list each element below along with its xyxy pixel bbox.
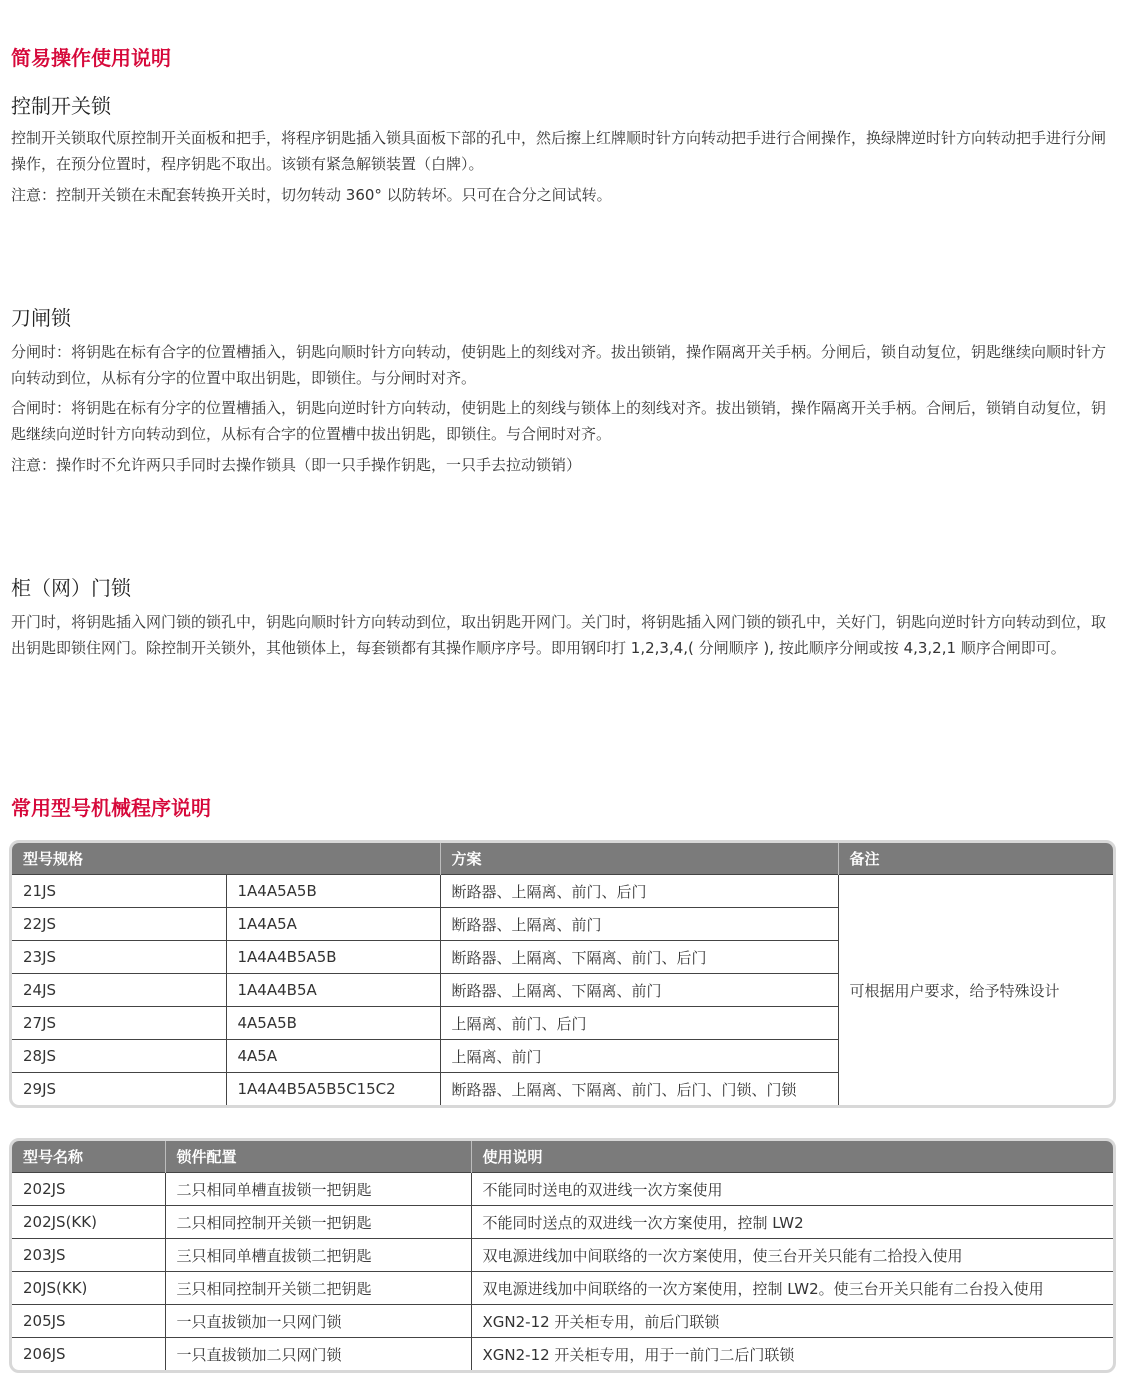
section-title-models: 常用型号机械程序说明	[11, 796, 211, 820]
heading-door-lock: 柜（网）门锁	[11, 576, 131, 600]
cell-model: 27JS	[12, 1007, 226, 1040]
table-row	[12, 1239, 1113, 1272]
table-row	[12, 1206, 1113, 1239]
cell-model-name: 206JS	[12, 1338, 165, 1371]
model-usage-table-body	[12, 1173, 1113, 1371]
cell-code: 1A4A4B5A5B	[226, 941, 440, 974]
control-lock-note: 注意：控制开关锁在未配套转换开关时，切勿转动 360° 以防转坏。只可在合分之间试转。	[11, 186, 612, 204]
cell-model: 23JS	[12, 941, 226, 974]
door-lock-desc: 开门时，将钥匙插入网门锁的锁孔中，钥匙向顺时针方向转动到位，取出钥匙开网门。关门时，将钥匙插入网门锁的锁孔中，关好门，钥匙向逆时针方向转动到位，取出钥匙即锁住网门。除控制开关锁外，其他锁体上，每套锁都有其操作顺序序号。即用钢印打 1,2,3,4,( 分闸顺序 ), 按此顺序分闸或按 4,3,2,1 顺序合闸即可。	[11, 613, 1107, 657]
header-model-name: 型号名称	[12, 1141, 165, 1173]
cell-scheme: 断路器、上隔离、前门、后门	[440, 875, 838, 908]
cell-code: 4A5A	[226, 1040, 440, 1073]
control-lock-desc: 控制开关锁取代原控制开关面板和把手，将程序钥匙插入锁具面板下部的孔中，然后擦上红牌顺时针方向转动把手进行合闸操作，换绿牌逆时针方向转动把手进行分闸操作，在预分位置时，程序钥匙不取出。该锁有紧急解锁装置（白牌）。	[11, 129, 1107, 173]
cell-lock-config: 二只相同控制开关锁一把钥匙	[165, 1206, 471, 1239]
cell-code: 1A4A5A5B	[226, 875, 440, 908]
heading-control-switch-lock: 控制开关锁	[11, 94, 111, 118]
model-spec-table-body	[12, 875, 1113, 1106]
cell-usage: XGN2-12 开关柜专用，用于一前门二后门联锁	[471, 1338, 1113, 1371]
cell-code: 1A4A5A	[226, 908, 440, 941]
cell-scheme: 断路器、上隔离、下隔离、前门、后门	[440, 941, 838, 974]
cell-usage: XGN2-12 开关柜专用，前后门联锁	[471, 1305, 1113, 1338]
cell-usage: 不能同时送电的双进线一次方案使用	[471, 1173, 1113, 1206]
model-spec-table	[9, 840, 1116, 1108]
cell-scheme: 断路器、上隔离、下隔离、前门、后门、门锁、门锁	[440, 1073, 838, 1106]
table-row	[12, 1272, 1113, 1305]
header-model-spec: 型号规格	[12, 843, 440, 875]
model-usage-table	[9, 1138, 1116, 1373]
cell-model: 28JS	[12, 1040, 226, 1073]
knife-lock-close-desc: 合闸时：将钥匙在标有分字的位置槽插入，钥匙向逆时针方向转动，使钥匙上的刻线与锁体上的刻线对齐。拔出锁销，操作隔离开关手柄。合闸后，锁销自动复位，钥匙继续向逆时针方向转动到位，从标有合字的位置槽中拔出钥匙，即锁住。与合闸时对齐。	[11, 399, 1107, 443]
table-header-row	[12, 843, 1113, 875]
knife-lock-note: 注意：操作时不允许两只手同时去操作锁具（即一只手操作钥匙，一只手去拉动锁销）	[11, 456, 582, 474]
cell-model: 29JS	[12, 1073, 226, 1106]
header-note: 备注	[838, 843, 1113, 875]
cell-usage: 不能同时送点的双进线一次方案使用，控制 LW2	[471, 1206, 1113, 1239]
cell-code: 1A4A4B5A	[226, 974, 440, 1007]
cell-usage: 双电源进线加中间联络的一次方案使用，使三台开关只能有二拾投入使用	[471, 1239, 1113, 1272]
header-usage: 使用说明	[471, 1141, 1113, 1173]
cell-usage: 双电源进线加中间联络的一次方案使用，控制 LW2。使三台开关只能有二台投入使用	[471, 1272, 1113, 1305]
cell-scheme: 上隔离、前门	[440, 1040, 838, 1073]
cell-code: 1A4A4B5A5B5C15C2	[226, 1073, 440, 1106]
knife-lock-open-desc: 分闸时：将钥匙在标有合字的位置槽插入，钥匙向顺时针方向转动，使钥匙上的刻线对齐。拔出锁销，操作隔离开关手柄。分闸后，锁自动复位，钥匙继续向顺时针方向转动到位，从标有分字的位置中取出钥匙，即锁住。与分闸时对齐。	[11, 343, 1107, 387]
cell-model-name: 20JS(KK)	[12, 1272, 165, 1305]
cell-lock-config: 三只相同单槽直拔锁二把钥匙	[165, 1239, 471, 1272]
cell-model-name: 202JS(KK)	[12, 1206, 165, 1239]
table-row	[12, 1173, 1113, 1206]
cell-code: 4A5A5B	[226, 1007, 440, 1040]
heading-knife-lock: 刀闸锁	[11, 306, 71, 330]
cell-lock-config: 一只直拔锁加二只网门锁	[165, 1338, 471, 1371]
cell-scheme: 断路器、上隔离、前门	[440, 908, 838, 941]
cell-scheme: 上隔离、前门、后门	[440, 1007, 838, 1040]
section-title-operation: 简易操作使用说明	[11, 46, 171, 70]
cell-model: 22JS	[12, 908, 226, 941]
cell-model-name: 205JS	[12, 1305, 165, 1338]
table-row	[12, 1338, 1113, 1371]
cell-lock-config: 一只直拔锁加一只网门锁	[165, 1305, 471, 1338]
header-scheme: 方案	[440, 843, 838, 875]
cell-model: 24JS	[12, 974, 226, 1007]
cell-lock-config: 二只相同单槽直拔锁一把钥匙	[165, 1173, 471, 1206]
table-row	[12, 1305, 1113, 1338]
cell-note: 可根据用户要求，给予特殊设计	[838, 875, 1113, 1106]
table-row	[12, 875, 1113, 908]
cell-scheme: 断路器、上隔离、下隔离、前门	[440, 974, 838, 1007]
cell-model-name: 203JS	[12, 1239, 165, 1272]
header-lock-config: 锁件配置	[165, 1141, 471, 1173]
cell-model: 21JS	[12, 875, 226, 908]
cell-lock-config: 三只相同控制开关锁二把钥匙	[165, 1272, 471, 1305]
cell-model-name: 202JS	[12, 1173, 165, 1206]
table-header-row	[12, 1141, 1113, 1173]
